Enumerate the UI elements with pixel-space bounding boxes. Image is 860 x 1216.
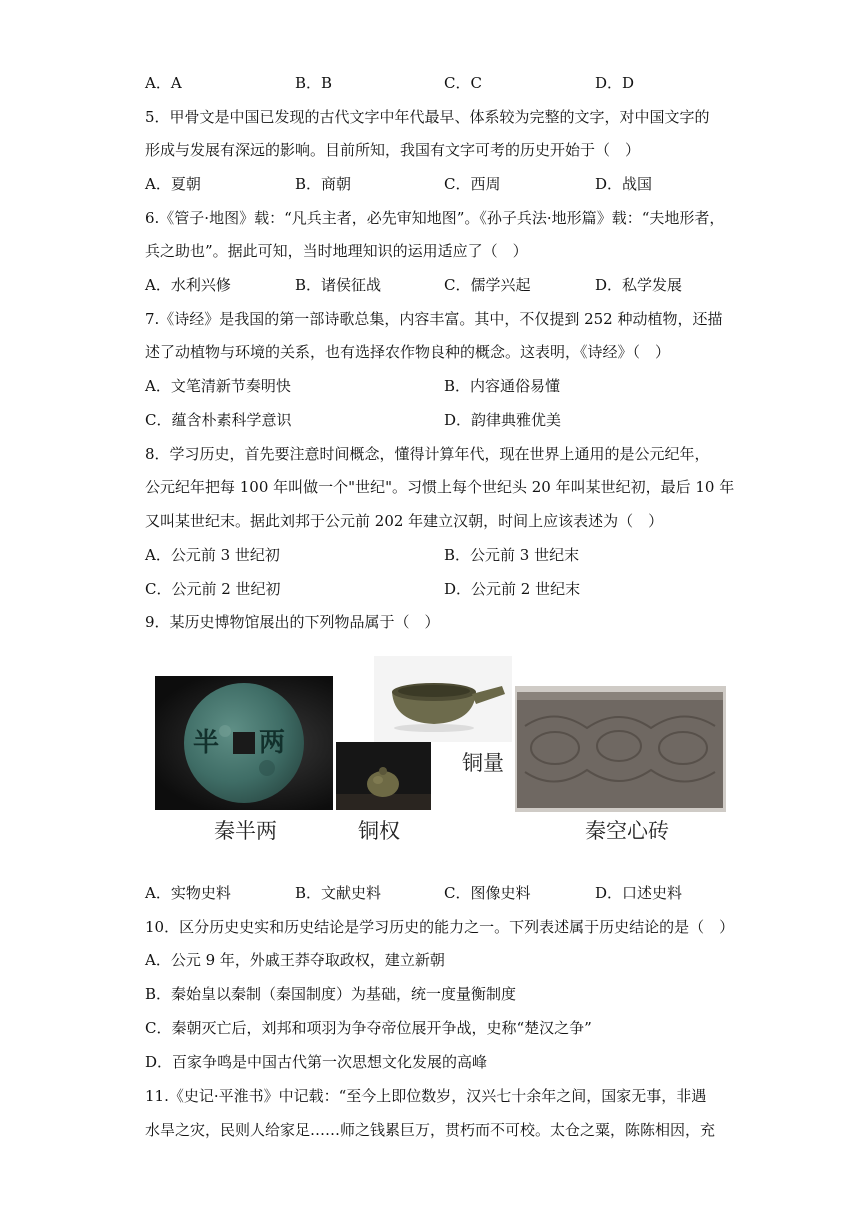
q4-option-d: D．D <box>595 74 635 92</box>
q9-option-c: C．图像史料 <box>444 884 531 902</box>
q6-option-d: D．私学发展 <box>595 276 683 294</box>
q9-stem-line-1: 9．某历史博物馆展出的下列物品属于（ ） <box>145 613 440 631</box>
q7-option-c: C．蕴含朴素科学意识 <box>145 411 292 429</box>
caption-qin-banliang: 秦半两 <box>214 819 277 843</box>
q4-option-c: C．C <box>444 74 482 92</box>
q5-option-b: B．商朝 <box>295 175 352 193</box>
q10-option-b: B．秦始皇以秦制（秦国制度）为基础，统一度量衡制度 <box>145 985 517 1003</box>
q5-option-d: D．战国 <box>595 175 653 193</box>
bronze-weight-image <box>336 742 431 810</box>
q6-option-a: A．水利兴修 <box>145 276 231 294</box>
q7-option-d: D．韵律典雅优美 <box>444 411 562 429</box>
q8-option-c: C．公元前 2 世纪初 <box>145 580 281 598</box>
q10-stem-line-1: 10．区分历史史实和历史结论是学习历史的能力之一。下列表述属于历史结论的是（ ） <box>145 918 735 936</box>
q5-stem-line-1: 5．甲骨文是中国已发现的古代文字中年代最早、体系较为完整的文字，对中国文字的 <box>145 108 710 126</box>
q8-stem-line-1: 8．学习历史，首先要注意时间概念，懂得计算年代，现在世界上通用的是公元纪年， <box>145 445 710 463</box>
qin-hollow-brick-image <box>515 686 726 812</box>
q6-option-b: B．诸侯征战 <box>295 276 382 294</box>
q10-option-c: C．秦朝灭亡后，刘邦和项羽为争夺帝位展开争战，史称“楚汉之争” <box>145 1019 592 1037</box>
q4-option-a: A．A <box>145 74 182 92</box>
q8-stem-line-3: 又叫某世纪末。据此刘邦于公元前 202 年建立汉朝，时间上应该表述为（ ） <box>145 512 664 530</box>
q11-stem-line-1: 11.《史记·平淮书》中记载：“至今上即位数岁，汉兴七十余年之间，国家无事，非遇 <box>145 1087 707 1105</box>
qin-banliang-coin-image <box>155 676 333 810</box>
q9-option-a: A．实物史料 <box>145 884 231 902</box>
q4-option-b: B．B <box>295 74 333 92</box>
bronze-measure-image <box>374 656 512 742</box>
q5-option-c: C．西周 <box>444 175 501 193</box>
q10-option-a: A．公元 9 年，外戚王莽夺取政权，建立新朝 <box>145 951 445 969</box>
q10-option-d: D．百家争鸣是中国古代第一次思想文化发展的高峰 <box>145 1053 488 1071</box>
q7-option-b: B．内容通俗易懂 <box>444 377 561 395</box>
q5-stem-line-2: 形成与发展有深远的影响。目前所知，我国有文字可考的历史开始于（ ） <box>145 141 641 159</box>
q7-option-a: A．文笔清新节奏明快 <box>145 377 291 395</box>
caption-qin-hollow-brick: 秦空心砖 <box>585 819 669 843</box>
q7-stem-line-1: 7.《诗经》是我国的第一部诗歌总集，内容丰富。其中，不仅提到 252 种动植物，还描 <box>145 310 723 328</box>
q5-option-a: A．夏朝 <box>145 175 201 193</box>
q9-option-d: D．口述史料 <box>595 884 683 902</box>
q8-option-b: B．公元前 3 世纪末 <box>444 546 580 564</box>
q11-stem-line-2: 水旱之灾，民则人给家足……师之钱累巨万，贯朽而不可校。太仓之粟，陈陈相因，充 <box>145 1121 716 1139</box>
caption-bronze-measure: 铜量 <box>462 751 504 775</box>
coin-inscription: 半两 <box>193 728 326 758</box>
q9-option-b: B．文献史料 <box>295 884 382 902</box>
q6-option-c: C．儒学兴起 <box>444 276 531 294</box>
q8-option-d: D．公元前 2 世纪末 <box>444 580 581 598</box>
q7-stem-line-2: 述了动植物与环境的关系，也有选择农作物良种的概念。这表明，《诗经》（ ） <box>145 343 671 361</box>
q6-stem-line-1: 6.《管子·地图》载：“凡兵主者，必先审知地图”。《孙子兵法·地形篇》载：“夫地形者， <box>145 209 725 227</box>
q6-stem-line-2: 兵之助也”。据此可知，当时地理知识的运用适应了（ ） <box>145 242 528 260</box>
q8-option-a: A．公元前 3 世纪初 <box>145 546 280 564</box>
caption-bronze-weight: 铜权 <box>358 819 400 843</box>
q8-stem-line-2: 公元纪年把每 100 年叫做一个"世纪"。习惯上每个世纪头 20 年叫某世纪初，最后 10 年 <box>145 478 735 496</box>
